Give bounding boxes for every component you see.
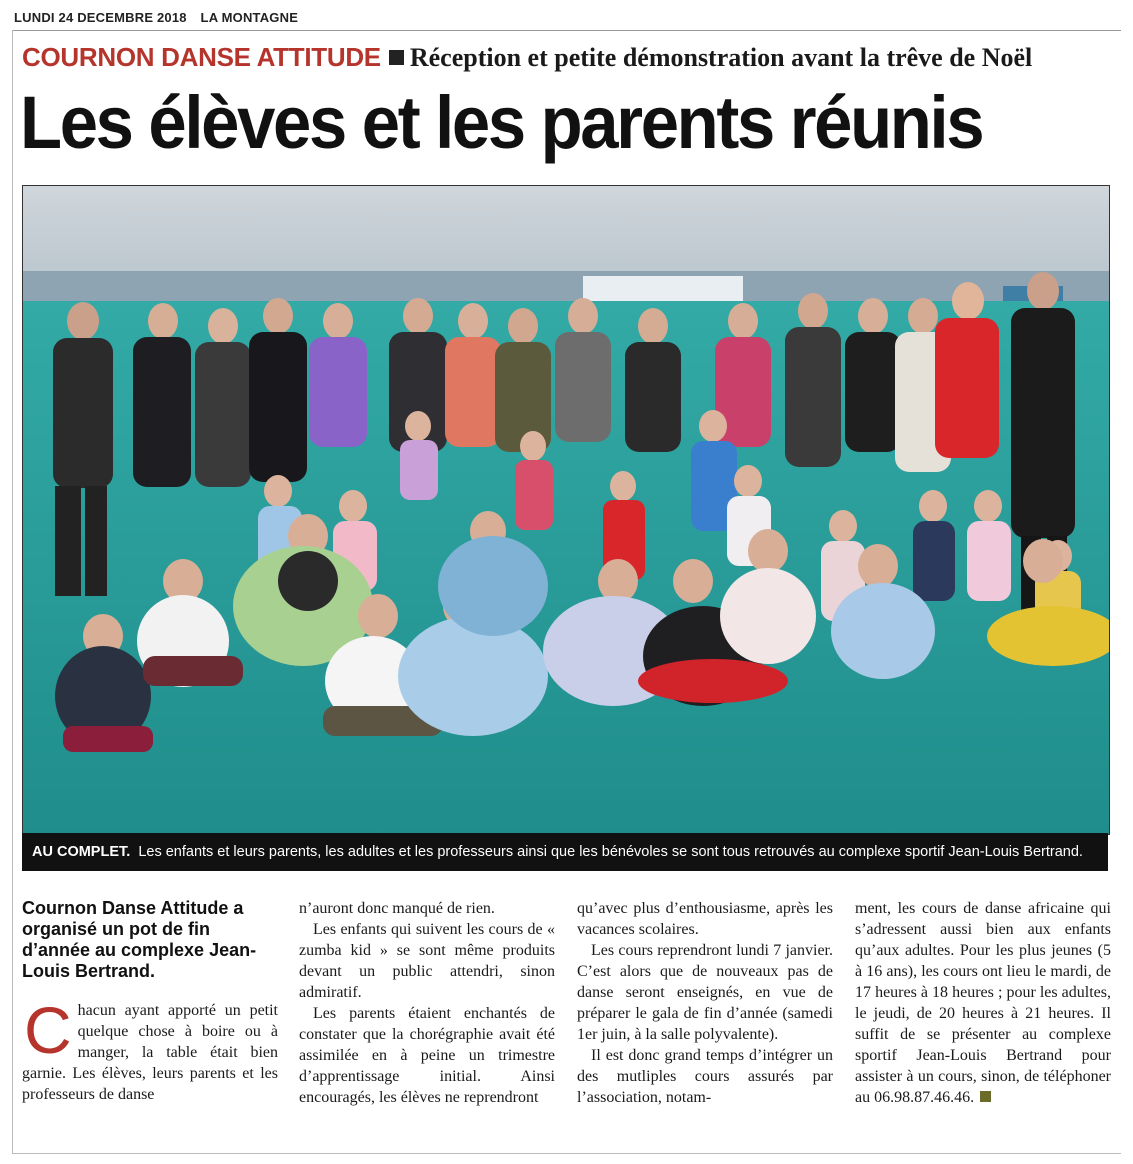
masthead-paper: LA MONTAGNE — [200, 10, 299, 25]
article-column-1 — [22, 898, 278, 1105]
article-lead: Cournon Danse Attitude a organisé un pot de fin d’année au complexe Jean-Louis Bertrand. — [22, 898, 257, 981]
group-photo — [22, 185, 1110, 835]
article-column-4 — [855, 898, 1111, 1108]
masthead — [14, 10, 308, 25]
masthead-date: LUNDI 24 DECEMBRE 2018 — [14, 10, 187, 25]
drop-cap: C — [24, 993, 72, 1067]
rubric-label: COURNON DANSE ATTITUDE — [22, 42, 381, 72]
article-paragraph — [22, 993, 278, 1105]
photo-caption — [22, 833, 1108, 871]
article-paragraph — [855, 898, 1111, 1108]
article-paragraph: n’auront donc manqué de rien. — [299, 900, 495, 917]
article-column-3 — [577, 898, 833, 1108]
top-rule — [12, 30, 1121, 31]
article-column-2 — [299, 898, 555, 1108]
article-paragraph: Il est donc grand temps d’intégrer un des mutliples cours assurés par l’association, notam- — [577, 1047, 833, 1106]
article-paragraph: Les enfants qui suivent les cours de « zumba kid » se sont même produits devant un public attendri, sinon admiratif. — [299, 921, 555, 1001]
end-mark-icon — [980, 1091, 991, 1102]
caption-text: Les enfants et leurs parents, les adultes et les professeurs ainsi que les bénévoles se sont tous retrouvés au complexe sportif Jean-Louis Bertrand. — [138, 844, 1083, 860]
headline: Les élèves et les parents réunis — [20, 81, 983, 164]
article-paragraph: Les parents étaient enchantés de constater que la chorégraphie avait été assimilée en à peine un trimestre d’apprentissage initial. Ainsi encouragés, les élèves ne reprendront — [299, 1005, 555, 1106]
caption-lead: AU COMPLET. — [32, 844, 131, 860]
square-bullet-icon — [389, 50, 404, 65]
left-rule — [12, 30, 13, 1154]
kicker-subtitle: Réception et petite démonstration avant la trêve de Noël — [409, 43, 1033, 72]
paragraph-text: hacun ayant apporté un petit quelque chose à boire ou à manger, la table était bien garnie. Les élèves, leurs parents et les professeurs de danse — [22, 1002, 278, 1103]
group-photo-illustration — [23, 186, 1109, 834]
kicker — [22, 42, 1032, 73]
article-paragraph: Les cours reprendront lundi 7 janvier. C’est alors que de nouveaux pas de danse seront enseignés, en vue de préparer le gala de fin d’année (samedi 1er juin, à la salle polyvalente). — [577, 942, 833, 1043]
paragraph-text: ment, les cours de danse africaine qui s’adressent aussi bien aux enfants qu’aux adultes. Pour les plus jeunes (5 à 16 ans), les cours ont lieu le mardi, de 17 heures à 18 heures ; pour les adultes, le jeudi, de 20 heures à 21 heures. Il suffit de se présenter au complexe sportif Jean-Louis Bertrand pour assister à un cours, sinon, de téléphoner au 06.98.87.46.46. — [855, 900, 1111, 1106]
bottom-rule — [12, 1153, 1121, 1154]
article-paragraph: qu’avec plus d’enthousiasme, après les vacances scolaires. — [577, 900, 833, 938]
